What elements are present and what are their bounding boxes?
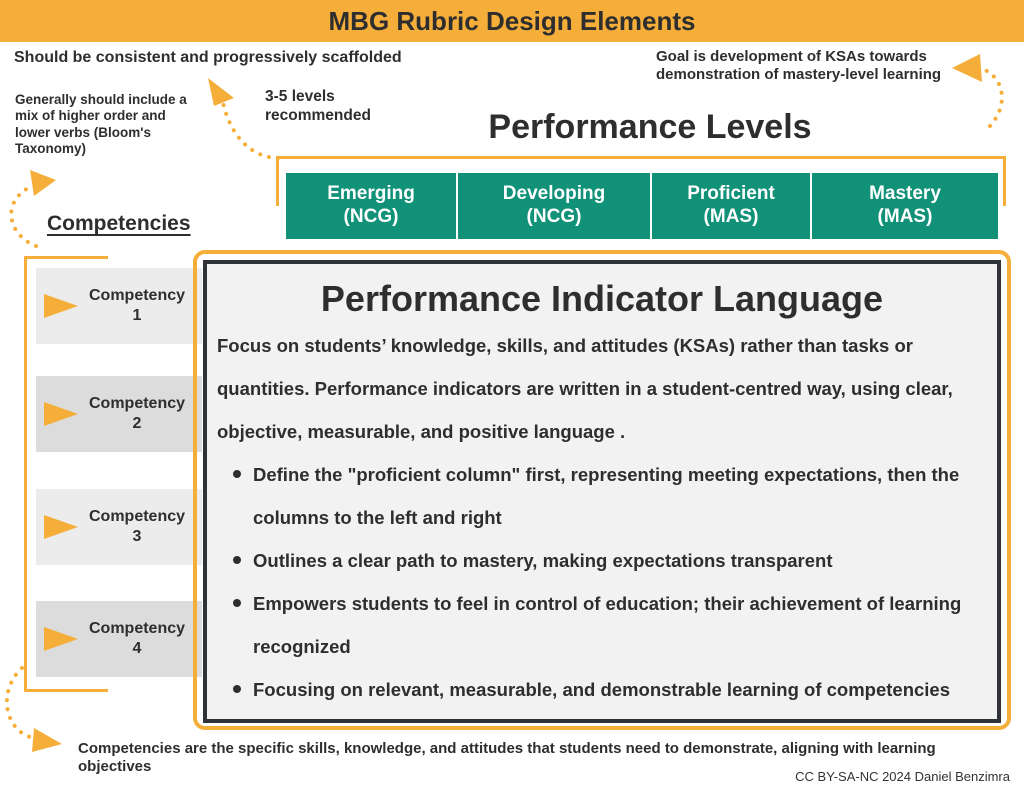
level-code: (NCG) — [526, 206, 582, 227]
performance-levels-heading: Performance Levels — [488, 108, 812, 146]
level-mastery — [812, 173, 998, 239]
level-code: (NCG) — [343, 206, 399, 227]
note-verbs: Generally should include a mix of higher order and lower verbs (Bloom's Taxonomy) — [15, 92, 187, 157]
indicator-box — [203, 260, 1001, 723]
level-code: (MAS) — [703, 206, 759, 227]
performance-levels-row — [286, 173, 998, 239]
competencies-definition: Competencies are the specific skills, knowledge, and attitudes that students need to demonstrate, aligning with learning objectives — [78, 740, 936, 776]
level-code: (MAS) — [877, 206, 933, 227]
note-consistent: Should be consistent and progressively scaffolded — [14, 49, 402, 66]
arrow-right-icon — [32, 728, 62, 752]
competencies-heading: Competencies — [47, 212, 191, 235]
level-name: Emerging — [327, 183, 415, 205]
credit-line: CC BY-SA-NC 2024 Daniel Benzimra — [795, 769, 1010, 784]
arrow-right-icon — [44, 627, 78, 651]
competency-1 — [36, 268, 202, 344]
arrow-right-icon — [44, 402, 78, 426]
arrow-right-icon — [30, 170, 56, 196]
indicator-paragraph: Focus on students’ knowledge, skills, and attitudes (KSAs) rather than tasks or quantities. Performance indicators are written in a student-centred way, using clear, objective, measurable, and positive language . — [217, 335, 953, 442]
level-emerging — [286, 173, 458, 239]
note-levels-recommended: 3-5 levels recommended — [265, 88, 371, 124]
list-item: Focusing on relevant, measurable, and demonstrable learning of competencies — [233, 668, 987, 711]
level-name: Mastery — [869, 183, 941, 205]
competency-3 — [36, 489, 202, 565]
indicator-bullet-list — [233, 453, 987, 711]
level-developing — [458, 173, 652, 239]
level-proficient — [652, 173, 812, 239]
competency-label: Competency 4 — [88, 620, 186, 657]
arrow-right-icon — [44, 515, 78, 539]
title-bar — [0, 0, 1024, 42]
level-name: Developing — [502, 183, 606, 205]
competency-4 — [36, 601, 202, 677]
competency-label: Competency 1 — [88, 287, 186, 324]
page-title: MBG Rubric Design Elements — [328, 5, 696, 36]
arrow-up-icon — [208, 78, 234, 106]
list-item: Outlines a clear path to mastery, making expectations transparent — [233, 539, 987, 582]
competency-label: Competency 3 — [88, 508, 186, 545]
list-item: Define the "proficient column" first, representing meeting expectations, then the columns to the left and right — [233, 453, 987, 539]
indicator-title: Performance Indicator Language — [320, 278, 884, 319]
level-name: Proficient — [687, 183, 775, 205]
note-goal: Goal is development of KSAs towards demonstration of mastery-level learning — [656, 48, 942, 84]
dotted-curve-icon — [11, 188, 36, 246]
competency-label: Competency 2 — [88, 395, 186, 432]
list-item: Empowers students to feel in control of education; their achievement of learning recognized — [233, 582, 987, 668]
arrow-right-icon — [44, 294, 78, 318]
competency-2 — [36, 376, 202, 452]
